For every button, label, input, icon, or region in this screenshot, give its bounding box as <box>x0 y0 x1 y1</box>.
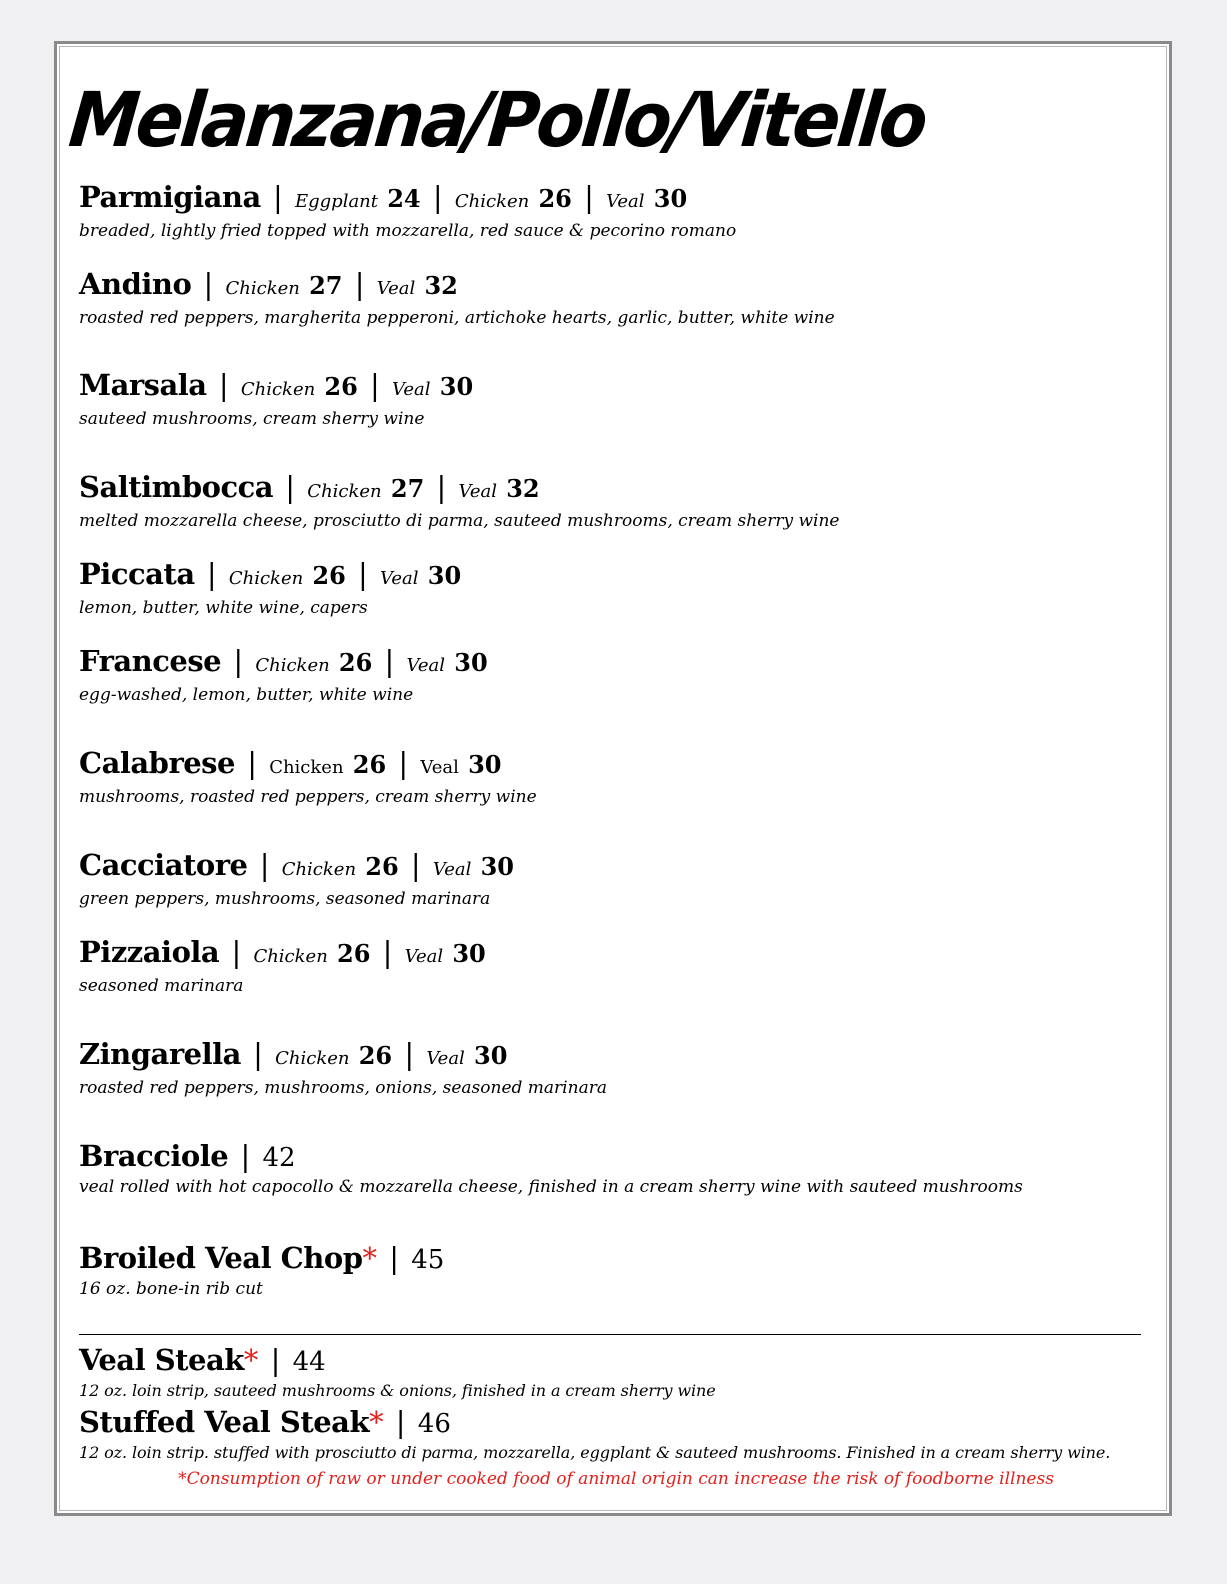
item-name: Stuffed Veal Steak <box>79 1405 370 1439</box>
option-price: 30 <box>480 852 515 881</box>
option-price: 26 <box>338 648 373 677</box>
menu-item-cacciatore <box>79 848 1154 910</box>
item-name: Pizzaiola <box>79 935 220 969</box>
item-description: lemon, butter, white wine, capers <box>79 598 368 618</box>
raw-warning-asterisk: * <box>243 1343 259 1377</box>
option-price: 26 <box>365 852 399 881</box>
item-heading <box>79 1139 1154 1175</box>
item-description: 12 oz. loin strip. stuffed with prosciutto di parma, mozzarella, eggplant & sauteed mushrooms. Finished in a cream sherry wine. <box>79 1443 1111 1462</box>
menu-item-stuffed-veal-steak <box>79 1405 1154 1464</box>
item-description: green peppers, mushrooms, seasoned marinara <box>79 889 491 909</box>
item-price: 42 <box>262 1143 296 1173</box>
item-name: Andino <box>79 267 192 301</box>
item-name: Veal Steak <box>79 1343 244 1377</box>
option-price: 26 <box>312 561 346 590</box>
option-label: Chicken <box>307 481 382 502</box>
option-price: 30 <box>474 1041 508 1070</box>
option-price: 24 <box>387 184 421 213</box>
separator: | <box>398 746 409 780</box>
item-name: Saltimbocca <box>79 470 274 504</box>
item-name: Parmigiana <box>79 180 261 214</box>
menu-item-zingarella <box>79 1037 1154 1099</box>
separator: | <box>410 848 421 882</box>
separator: | <box>231 935 242 969</box>
separator: | <box>259 848 270 882</box>
option-price: 26 <box>538 184 572 213</box>
item-heading <box>79 644 1154 683</box>
menu-item-parmigiana <box>79 180 1154 242</box>
option-label: Chicken <box>225 278 300 299</box>
item-price: 45 <box>411 1245 445 1275</box>
option-price: 26 <box>352 750 387 779</box>
option-label: Veal <box>420 757 459 778</box>
option-price: 30 <box>454 648 488 677</box>
option-price: 30 <box>452 939 486 968</box>
separator: | <box>389 1241 399 1275</box>
option-label: Chicken <box>228 568 304 589</box>
item-heading <box>79 180 1154 219</box>
separator: | <box>395 1405 406 1439</box>
separator: | <box>436 470 447 504</box>
food-safety-disclaimer: *Consumption of raw or under cooked food of animal origin can increase the risk of foodborne illness <box>178 1469 1054 1489</box>
menu-item-saltimbocca <box>79 470 1154 532</box>
item-heading <box>79 470 1154 509</box>
option-label: Eggplant <box>294 191 379 212</box>
option-label: Chicken <box>240 379 316 400</box>
item-description: veal rolled with hot capocollo & mozzarella cheese, finished in a cream sherry wine with sauteed mushrooms <box>79 1177 1023 1197</box>
option-price: 32 <box>424 271 458 300</box>
option-label: Chicken <box>454 191 530 212</box>
option-label: Chicken <box>255 655 330 676</box>
option-label: Chicken <box>281 859 357 880</box>
separator: | <box>206 557 217 591</box>
item-name: Bracciole <box>79 1139 229 1173</box>
menu-item-calabrese <box>79 746 1154 808</box>
item-heading <box>79 267 1154 306</box>
separator: | <box>240 1139 251 1173</box>
separator: | <box>432 180 443 214</box>
item-heading <box>79 1037 1154 1076</box>
option-label: Veal <box>404 946 444 967</box>
raw-warning-asterisk: * <box>369 1405 384 1439</box>
separator: | <box>270 1343 281 1377</box>
separator: | <box>203 267 214 301</box>
item-description: roasted red peppers, margherita pepperoni, artichoke hearts, garlic, butter, white wine <box>79 308 835 328</box>
separator: | <box>218 368 229 402</box>
separator: | <box>272 180 283 214</box>
menu-item-pizzaiola <box>79 935 1154 997</box>
item-heading <box>79 935 1154 974</box>
option-price: 30 <box>468 750 502 779</box>
item-name: Marsala <box>79 368 207 402</box>
menu-title: Melanzana/Pollo/Vitello <box>65 75 929 165</box>
menu-item-bracciole <box>79 1139 1154 1198</box>
option-label: Chicken <box>269 757 344 778</box>
option-price: 30 <box>653 184 688 213</box>
item-heading <box>79 1343 1154 1379</box>
item-heading <box>79 557 1154 596</box>
item-name: Calabrese <box>79 746 235 780</box>
separator: | <box>382 935 393 969</box>
menu-item-piccata <box>79 557 1154 619</box>
item-description: breaded, lightly fried topped with mozzarella, red sauce & pecorino romano <box>79 221 737 241</box>
item-description: 12 oz. loin strip, sauteed mushrooms & onions, finished in a cream sherry wine <box>79 1381 716 1400</box>
menu-item-broiled-veal-chop <box>79 1241 1154 1300</box>
option-label: Veal <box>380 568 419 589</box>
option-price: 27 <box>390 474 425 503</box>
separator: | <box>285 470 296 504</box>
option-price: 32 <box>506 474 540 503</box>
option-label: Chicken <box>253 946 328 967</box>
option-label: Chicken <box>275 1048 350 1069</box>
separator: | <box>358 557 368 591</box>
separator: | <box>384 644 395 678</box>
menu-item-francese <box>79 644 1154 706</box>
option-price: 30 <box>427 561 462 590</box>
option-price: 26 <box>358 1041 393 1070</box>
item-name: Cacciatore <box>79 848 248 882</box>
menu-item-marsala <box>79 368 1154 430</box>
item-price: 46 <box>417 1409 451 1439</box>
option-label: Veal <box>392 379 431 400</box>
separator: | <box>354 267 365 301</box>
menu-page <box>54 41 1172 1516</box>
separator: | <box>370 368 380 402</box>
option-price: 26 <box>324 372 358 401</box>
separator: | <box>584 180 594 214</box>
option-label: Veal <box>432 859 472 880</box>
separator: | <box>404 1037 415 1071</box>
separator: | <box>247 746 257 780</box>
raw-warning-asterisk: * <box>362 1241 377 1275</box>
item-name: Broiled Veal Chop <box>79 1241 363 1275</box>
item-name: Piccata <box>79 557 195 591</box>
separator: | <box>233 644 244 678</box>
section-divider <box>79 1334 1141 1335</box>
item-heading <box>79 368 1154 407</box>
separator: | <box>253 1037 263 1071</box>
option-label: Veal <box>606 191 645 212</box>
item-heading <box>79 1405 1154 1441</box>
option-label: Veal <box>458 481 497 502</box>
item-description: roasted red peppers, mushrooms, onions, seasoned marinara <box>79 1078 607 1098</box>
item-description: sauteed mushrooms, cream sherry wine <box>79 409 425 429</box>
item-heading <box>79 848 1154 887</box>
option-label: Veal <box>376 278 416 299</box>
item-description: 16 oz. bone-in rib cut <box>79 1279 263 1299</box>
option-price: 26 <box>337 939 371 968</box>
item-name: Zingarella <box>79 1037 241 1071</box>
menu-item-veal-steak <box>79 1343 1154 1402</box>
option-price: 30 <box>439 372 474 401</box>
item-price: 44 <box>292 1347 326 1377</box>
option-price: 27 <box>309 271 343 300</box>
option-label: Veal <box>426 1048 465 1069</box>
item-heading <box>79 746 1154 785</box>
menu-item-andino <box>79 267 1154 329</box>
option-label: Veal <box>406 655 446 676</box>
item-name: Francese <box>79 644 222 678</box>
item-description: egg-washed, lemon, butter, white wine <box>79 685 414 705</box>
item-description: mushrooms, roasted red peppers, cream sherry wine <box>79 787 537 807</box>
item-description: seasoned marinara <box>79 976 244 996</box>
item-description: melted mozzarella cheese, prosciutto di parma, sauteed mushrooms, cream sherry wine <box>79 511 840 531</box>
item-heading <box>79 1241 1154 1277</box>
